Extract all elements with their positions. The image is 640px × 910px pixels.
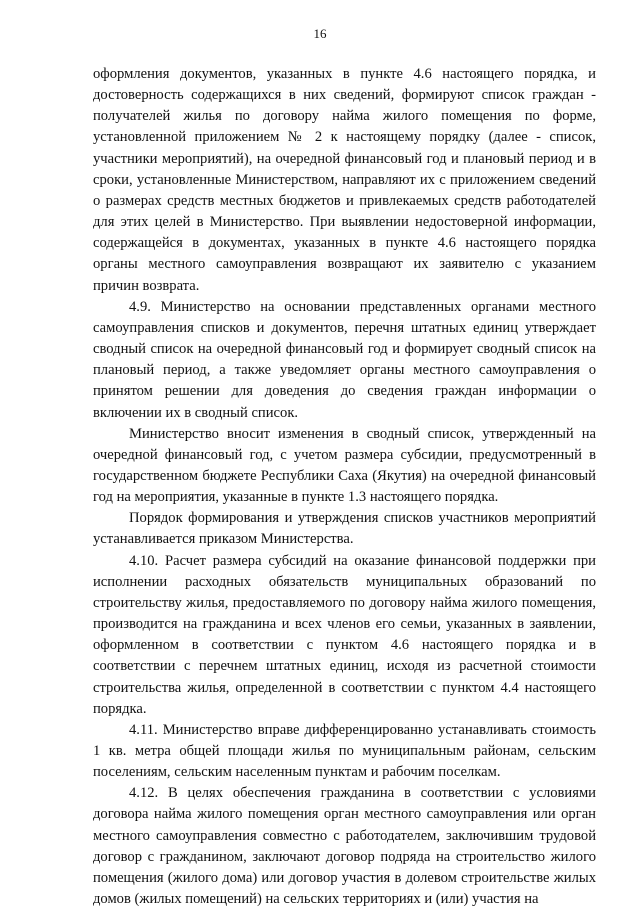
paragraph-list-procedure: Порядок формирования и утверждения списков участников мероприятий устанавливается приказом Министерства.	[93, 510, 596, 548]
paragraph-4-10: 4.10. Расчет размера субсидий на оказание финансовой поддержки при исполнении расходных обязательств муниципальных образований по строительству жилья, предоставляемого по договору найма жилого помещения, производится на гражданина и всех членов его семьи, указанных в заявлении, оформленном в соответствии с пунктом 4.6 настоящего порядка и в соответствии с перечнем штатных единиц, исходя из расчетной стоимости строительства жилья, определенной в соответствии с пунктом 4.4 настоящего порядка.	[93, 552, 596, 717]
page-number: 16	[313, 26, 327, 41]
paragraph-4-9: 4.9. Министерство на основании представленных органами местного самоуправления списков и документов, перечня штатных единиц утверждает сводный список на очередной финансовый год и формирует сводный список на плановый период, а также уведомляет органы местного самоуправления о принятом решении для доведения до сведения граждан информации о включении их в сводный список.	[93, 298, 596, 421]
paragraph-list-changes: Министерство вносит изменения в сводный список, утвержденный на очередной финансовый год, с учетом размера субсидии, предусмотренный в государственном бюджете Республики Саха (Якутия) на очередной финансовый год на мероприятия, указанные в пункте 1.3 настоящего порядка.	[93, 425, 596, 506]
paragraph-4-12: 4.12. В целях обеспечения гражданина в соответствии с условиями договора найма жилого помещения орган местного самоуправления или орган местного самоуправления совместно с работодателем, заключившим трудовой договор с гражданином, заключают договор подряда на строительство жилого помещения (жилого дома) или договор участия в долевом строительстве жилых домов (жилых помещений) на сельских территориях и (или) участия на	[93, 785, 596, 908]
paragraph-continuation: оформления документов, указанных в пункте 4.6 настоящего порядка, и достоверность содержащихся в них сведений, формируют список граждан - получателей жилья по договору найма жилого помещения по форме, установленной приложением № 2 к настоящему порядку (далее - список, участники мероприятий), на очередной финансовый год и плановый период и в сроки, установленные Министерством, направляют их с приложением сведений о размерах средств местных бюджетов и привлекаемых средств работодателей для этих целей в Министерство. При выявлении недостоверной информации, содержащейся в документах, указанных в пункте 4.6 настоящего порядка органы местного самоуправления возвращают их заявителю с указанием причин возврата.	[93, 66, 596, 294]
paragraph-4-11: 4.11. Министерство вправе дифференцированно устанавливать стоимость 1 кв. метра общей площади жилья по муниципальным районам, сельским поселениям, сельским населенным пунктам и рабочим поселкам.	[93, 721, 596, 781]
document-body	[93, 64, 596, 910]
